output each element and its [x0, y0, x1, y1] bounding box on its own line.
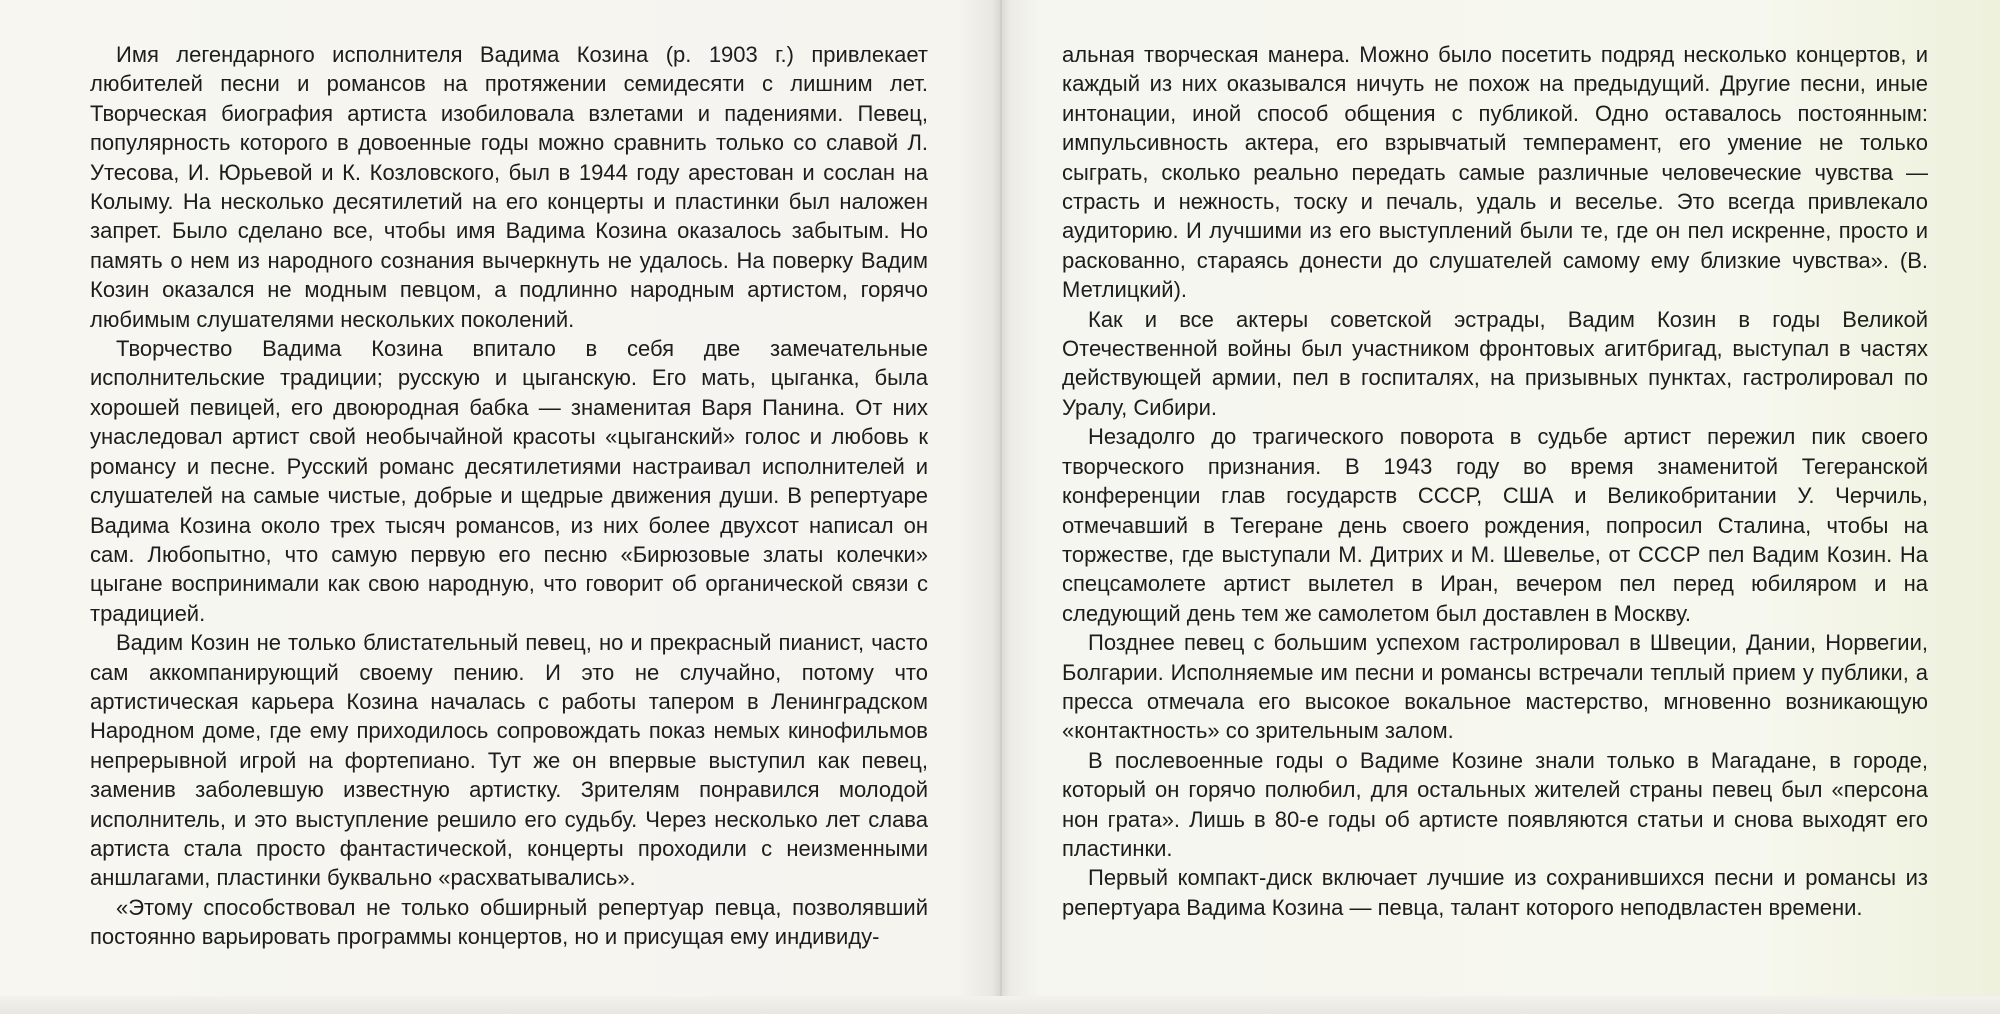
paragraph: Имя легендарного исполнителя Вадима Козина (р. 1903 г.) привлекает любителей песни и романсов на протяжении семидесяти с лишним лет. Творческая биография артиста изобиловала взлетами и падениями. Певец, популярность которого в довоенные годы можно сравнить только со славой Л. Утесова, И. Юрьевой и К. Козловского, был в 1944 году арестован и сослан на Колыму. На несколько десятилетий на его концерты и пластинки был наложен запрет. Было сделано все, чтобы имя Вадима Козина оказалось забытым. Но память о нем из народного сознания вычеркнуть не удалось. На поверку Вадим Козин оказался не модным певцом, а подлинно народным артистом, горячо любимым слушателями нескольких поколений. [90, 42, 928, 332]
right-page [1062, 40, 1928, 922]
paragraph: «Этому способствовал не только обширный репертуар певца, позволявший постоянно варьировать программы концертов, но и присущая ему индивиду- [90, 894, 928, 950]
paragraph: Незадолго до трагического поворота в судьбе артист пережил пик своего творческого признания. В 1943 году во время знаменитой Тегеранской конференции глав государств СССР, США и Великобритании У. Черчиль, отмечавший в Тегеране день своего рождения, попросил Сталина, чтобы на торжестве, где выступали М. Дитрих и М. Шевелье, от СССР пел Вадим Козин. На спецсамолете артист вылетел в Иран, вечером пел перед юбиляром и на следующий день тем же самолетом был доставлен в Москву. [1062, 424, 1928, 626]
page-bottom-edge [0, 996, 2000, 1014]
paragraph: Вадим Козин не только блистательный певец, но и прекрасный пианист, часто сам аккомпанирующий своему пению. И это не случайно, потому что артистическая карьера Козина началась с работы тапером в Ленинградском Народном доме, где ему приходилось сопровождать показ немых кинофильмов непрерывной игрой на фортепиано. Тут же он впервые выступил как певец, заменив заболевшую известную артистку. Зрителям понравился молодой исполнитель, и это выступление решило его судьбу. Через несколько лет слава артиста стала просто фантастической, концерты проходили с неизменными аншлагами, пластинки буквально «расхватывались». [90, 630, 928, 891]
paragraph: Первый компакт-диск включает лучшие из сохранившихся песни и романсы из репертуара Вадима Козина — певца, талант которого неподвластен времени. [1062, 865, 1928, 920]
paragraph: Позднее певец с большим успехом гастролировал в Швеции, Дании, Норвегии, Болгарии. Исполняемые им песни и романсы встречали теплый прием у публики, а пресса отмечала его высокое вокальное мастерство, мгновенно возникающую «контактность» со зрительным залом. [1062, 630, 1928, 744]
paragraph-continuation: альная творческая манера. Можно было посетить подряд несколько концертов, и каждый из них оказывался ничуть не похож на предыдущий. Другие песни, иные интонации, иной способ общения с публикой. Одно оставалось постоянным: импульсивность актера, его взрывчатый темперамент, его умение не только сыграть, сколько реально передать самые различные человеческие чувства — страсть и нежность, тоску и печаль, удаль и веселье. Это всегда привлекало аудиторию. И лучшими из его выступлений были те, где он пел искренне, просто и раскованно, стараясь донести до слушателей самому ему близкие чувства». (В. Метлицкий). [1062, 42, 1928, 303]
page-fold [1000, 0, 1002, 1014]
left-page [90, 40, 928, 952]
paragraph: Творчество Вадима Козина впитало в себя две замечательные исполнительские традиции; русскую и цыганскую. Его мать, цыганка, была хорошей певицей, его двоюродная бабка — знаменитая Варя Панина. От них унаследовал артист свой необычайной красоты «цыганский» голос и любовь к романсу и песне. Русский романс десятилетиями настраивал исполнителей и слушателей на самые чистые, добрые и щедрые движения души. В репертуаре Вадима Козина около трех тысяч романсов, из них более двухсот написал он сам. Любопытно, что самую первую его песню «Бирюзовые златы колечки» цыгане воспринимали как свою народную, что говорит об органической связи с традицией. [90, 336, 928, 626]
paragraph: В послевоенные годы о Вадиме Козине знали только в Магадане, в городе, который он горячо полюбил, для остальных жителей страны певец был «персона нон грата». Лишь в 80-е годы об артисте появляются статьи и снова выходят его пластинки. [1062, 747, 1928, 861]
paragraph: Как и все актеры советской эстрады, Вадим Козин в годы Великой Отечественной войны был участником фронтовых агитбригад, выступал в частях действующей армии, пел в госпиталях, на призывных пунктах, гастролировал по Уралу, Сибири. [1062, 306, 1928, 420]
